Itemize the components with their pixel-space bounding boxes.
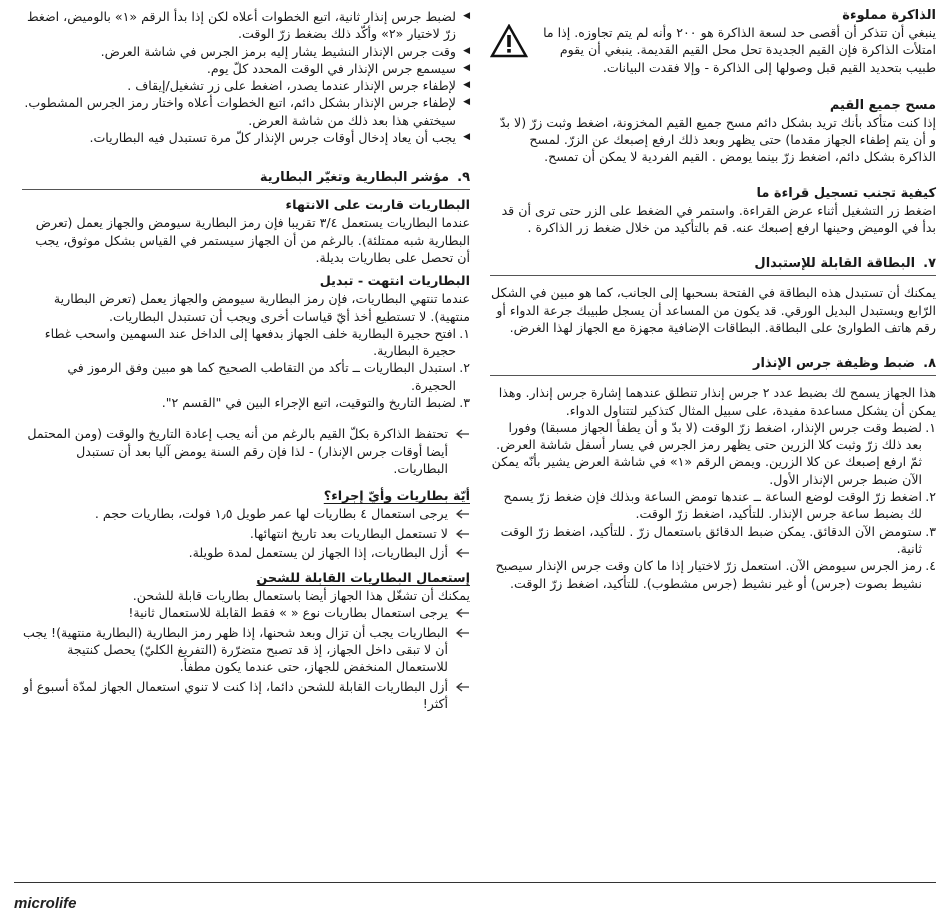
rechargeable-intro: يمكنك أن تشغّل هذا الجهاز أيضا باستعمال بطاريات قابلة للشحن. bbox=[132, 588, 470, 604]
rechargeable-list bbox=[22, 604, 470, 712]
section-7-number: ٧. bbox=[923, 256, 936, 272]
brand-logo: microlife bbox=[14, 895, 77, 912]
avoid-reading-block bbox=[490, 186, 936, 237]
which-batteries-list bbox=[22, 505, 470, 561]
list-item: ٢. اضغط زرّ الوقت لوضع الساعة ــ عندها تومض الساعة وبذلك فإن ضغط زرّ يسمح لك بضبط ساعة جرس الإنذار. للتأكيد، اضغط زرّ الوقت. bbox=[503, 489, 936, 522]
arrow-pointer-icon bbox=[454, 608, 470, 618]
list-item: ◀ لإطفاء جرس الإنذار بشكل دائم، اتبع الخطوات أعلاه واختار رمز الجرس المشطوب. سيختفي هذا بعد ذلك من شاشة العرض. bbox=[22, 94, 470, 129]
section-7-title: البطاقة القابلة للإستبدال bbox=[754, 256, 916, 272]
list-item: أزل البطاريات، إذا الجهاز لن يستعمل لمدة طويلة. bbox=[22, 544, 470, 561]
footer-divider bbox=[14, 882, 936, 883]
section-7-text: يمكنك أن تستبدل هذه البطاقة في الفتحة بسحبها إلى الجانب، كما هو مبين في الشكل الرّابع ويستبدل البديل الورقي. قد يكون من المساعد أن يسجل طبيبك جرعة الدواء أو رقم هاتف الطوارئ على البطاقة. البطاقات الإضافية مجهزة مع الجهاز لهذا الغرض. bbox=[490, 285, 936, 335]
list-item: لا تستعمل البطاريات بعد تاريخ انتهائها. bbox=[22, 525, 470, 542]
alarm-bullet-list bbox=[22, 8, 470, 146]
arrow-pointer-icon bbox=[454, 548, 470, 558]
arrow-pointer-icon bbox=[454, 509, 470, 519]
clear-all-block bbox=[490, 98, 936, 166]
clear-all-title: مسح جميع القيم bbox=[829, 97, 936, 113]
arrow-pointer-icon bbox=[454, 682, 470, 692]
arrow-pointer-icon bbox=[454, 529, 470, 539]
avoid-reading-text: اضغط زر التشغيل أثناء عرض القراءة. واستمر في الضغط على الزر حتى ترى أن قد بدأ في الوميض وحينها ارفع إصبعك عنه. قم بالتأكيد من خلال ضغط زر الذاكرة . bbox=[501, 202, 936, 236]
memory-note bbox=[22, 425, 470, 477]
section-8-intro: هذا الجهاز يسمح لك بضبط عدد ٢ جرس إنذار تنطلق عندهما إشارة جرس إنذار. وهذا يمكن أن يشكل مساعدة مفيدة، على سبيل المثال كتذكير لتتناول الدواء. bbox=[498, 385, 936, 418]
warning-triangle-icon bbox=[490, 24, 528, 58]
list-item: ٢. استبدل البطاريات ــ تأكد من التقاطب الصحيح كما هو مبين وفق الرموز في الحجيرة. bbox=[67, 360, 470, 393]
nearly-empty-text: عندما البطاريات يستعمل ٣/٤ تقريبا فإن رمز البطارية سيومض والجهاز يعمل (تعرض البطارية شبه ممتلئة). بالرغم من أن الجهاز سيستمر في القياس بشكل موثوق، يجب أن تحصل على بطاريات بديلة. bbox=[35, 215, 470, 265]
left-column bbox=[22, 8, 470, 714]
list-item: ◀ سيسمع جرس الإنذار في الوقت المحدد كلّ يوم. bbox=[22, 60, 470, 77]
list-item: ٤. رمز الجرس سيومض الآن. استعمل زرّ لاختيار إذا ما كان وقت جرس الإنذار سيصبح نشيط بصوت (جرس) أو غير نشيط (جرس مشطوب). للتأكيد، اضغط زرّ الوقت. bbox=[495, 558, 936, 591]
clear-all-text: إذا كنت متأكد بأنك تريد بشكل دائم مسح جميع القيم المخزونة، اضغط وثبت زرّ (لا بدّ و أن يتم إطفاء الجهاز مقدما) حتى يظهر وبعد ذلك ارفع إصبعك عن الزرّ. لمسح الذاكرة بشكل دائم، اضغط زرّ بينما يومض . القيم الفردية لا يمكن أن تمسح. bbox=[499, 114, 936, 165]
section-7-heading bbox=[490, 256, 936, 276]
list-item: البطاريات يجب أن تزال وبعد شحنها، إذا ظهر رمز البطارية (البطارية منتهية)! يجب أن لا تبقى داخل الجهاز، إذ قد تصبح متضرّرة (التفريغ الكليّ) يحصل كنتيجة للاستعمال المنخفض للجهاز، حتى عندما يكون مطفأ. bbox=[22, 624, 470, 676]
list-item: ◀ وقت جرس الإنذار النشيط يشار إليه برمز الجرس في شاشة العرض. bbox=[22, 43, 470, 60]
empty-title: البطاريات انتهت - تبديل bbox=[319, 274, 470, 290]
list-item: تحتفظ الذاكرة بكلّ القيم بالرغم من أنه يجب إعادة التاريخ والوقت (ومن المحتمل أيضا أوقات جرس الإنذار) - لذا فإن رقم السنة يومض آليا بعد أن تستبدل البطاريات. bbox=[22, 425, 470, 477]
section-9-heading bbox=[22, 170, 470, 190]
section-8-heading bbox=[490, 356, 936, 376]
memory-full-block bbox=[490, 8, 936, 76]
section-8-steps bbox=[490, 419, 936, 592]
nearly-empty-title: البطاريات قاربت على الانتهاء bbox=[285, 198, 470, 214]
list-item: ٣. لضبط التاريخ والتوقيت، اتبع الإجراء البين في "القسم ٢". bbox=[161, 395, 470, 411]
list-item: ١. افتح حجيرة البطارية خلف الجهاز بدفعها إلى الداخل عند السهمين واسحب غطاء حجيرة البطارية. bbox=[44, 325, 470, 359]
avoid-reading-title: كيفية تجنب تسجيل قراءة ما bbox=[756, 185, 936, 201]
which-batteries-title: أيّة بطاريات وأيّ إجراء؟ bbox=[323, 489, 470, 505]
list-item: ◀ يجب أن يعاد إدخال أوقات جرس الإنذار كلّ مرة تستبدل فيه البطاريات. bbox=[22, 129, 470, 146]
section-8-number: ٨. bbox=[923, 356, 936, 372]
section-8-title: ضبط وظيفة جرس الإنذار bbox=[753, 356, 916, 372]
list-item: ٣. ستومض الآن الدقائق. يمكن ضبط الدقائق باستعمال زرّ . للتأكيد، اضغط زرّ الوقت ثانية. bbox=[500, 523, 936, 556]
list-item: يرجى استعمال ٤ بطاريات لها عمر طويل ١٫٥ فولت، بطاريات حجم . bbox=[22, 505, 470, 522]
memory-full-text: ينبغي أن تتذكر أن أقصى حد لسعة الذاكرة هو ٢٠٠ وأنه لم يتم تجاوزه. إذا ما امتلأت الذاكرة فإن القيم الجديدة تحل محل القيم القديمة. ينبغي أن يقوم طبيب بتحديد القيم قبل وصولها إلى الذاكرة - وإلا فقدت البيانات. bbox=[543, 25, 936, 75]
rechargeable-title: إستعمال البطاريات القابلة للشحن bbox=[256, 571, 470, 587]
memory-full-title: الذاكرة مملوءة bbox=[842, 8, 936, 23]
list-item: ◀ لضبط جرس إنذار ثانية، اتبع الخطوات أعلاه لكن إذا بدأ الرقم «١» بالوميض، اضغط زرّ لاختيار «٢» وأكّد ذلك بضغط زرّ الوقت. bbox=[22, 8, 470, 43]
arrow-pointer-icon bbox=[454, 628, 470, 638]
arrow-pointer-icon bbox=[454, 429, 470, 439]
right-column bbox=[490, 8, 936, 592]
list-item: ١. لضبط وقت جرس الإنذار، اضغط زرّ الوقت (لا بدّ و أن يطفأ الجهاز مسبقا) وفورا بعد ذلك زرّ وثبت كلا الزرين حتى يظهر رمز الجرس في يسار أسفل شاشة العرض. ثمّ ارفع إصبعك عن كلا الزرين. ويمض الرقم «١» في شاشة العرض يشير بأنّه يمكن الآن ضبط جرس الإنذار الأول. bbox=[491, 419, 936, 487]
empty-text: عندما تنتهي البطاريات، فإن رمز البطارية سيومض والجهاز يعمل (تعرض البطارية منتهية). لا تستطيع أخذ أيّ قياسات أخرى ويجب أن تستبدل البطاريات. bbox=[53, 291, 470, 324]
list-item: أزل البطاريات القابلة للشحن دائما، إذا كنت لا تنوي استعمال الجهاز لمدّة أسبوع أو أكثر! bbox=[22, 678, 470, 713]
section-9-title: مؤشر البطارية وتغيّر البطارية bbox=[259, 170, 450, 186]
list-item: ◀ لإطفاء جرس الإنذار عندما يصدر، اضغط على زر تشغيل/إيقاف . bbox=[22, 77, 470, 94]
battery-replace-steps bbox=[22, 325, 470, 411]
section-9-number: ٩. bbox=[457, 170, 470, 186]
list-item: يرجى استعمال بطاريات نوع « » فقط القابلة للاستعمال ثانية! bbox=[22, 604, 470, 621]
